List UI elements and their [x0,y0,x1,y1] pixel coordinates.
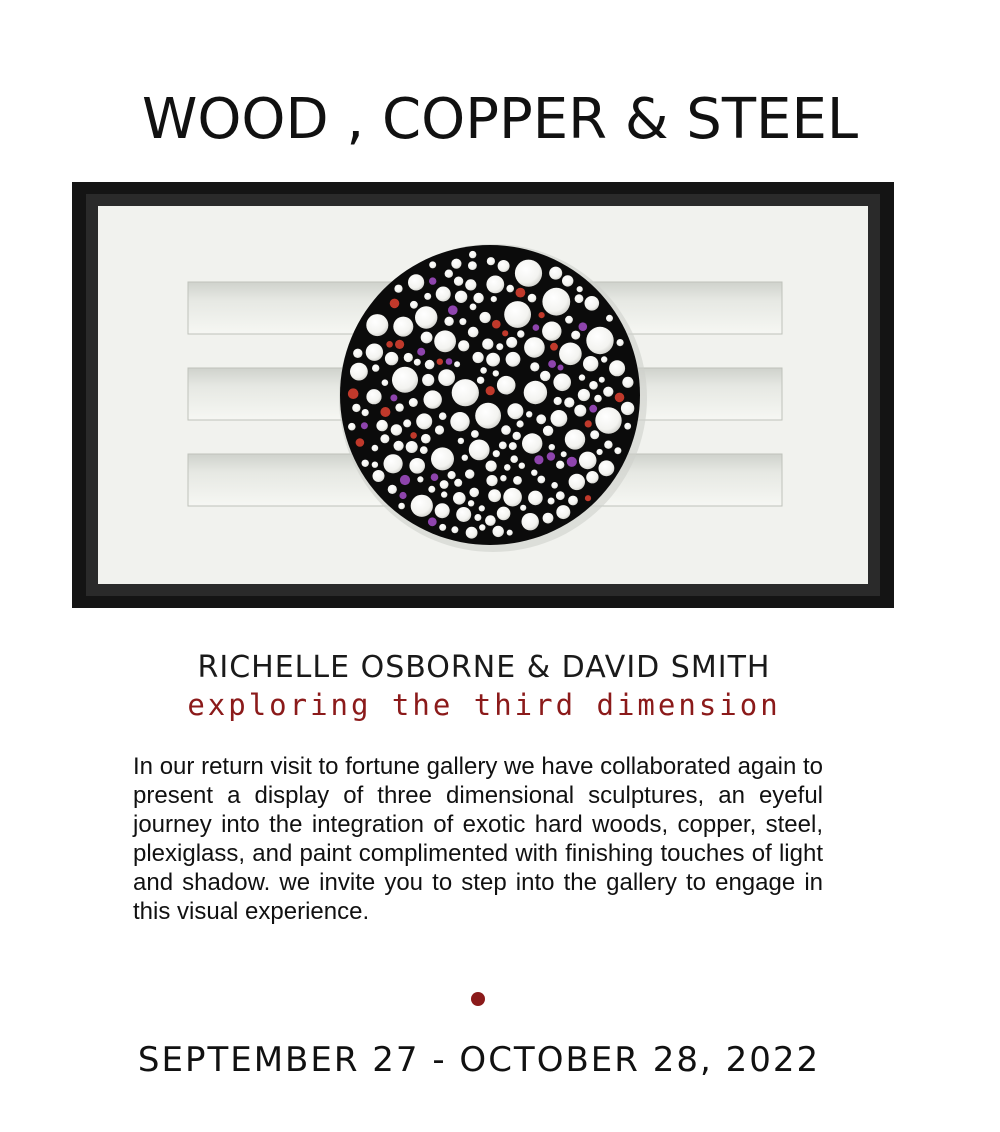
disc-dot [428,517,437,526]
disc-dot [469,488,479,498]
disc-dot [585,495,591,501]
disc-dot [515,260,542,287]
disc-dot [589,381,598,390]
disc-dot [473,293,483,303]
disc-dot [452,379,479,406]
disc-dot [408,274,424,290]
disc-dot [497,376,516,395]
disc-dot [390,394,397,401]
disc-dot [462,455,468,461]
disc-dot [469,440,490,461]
disc-dot [496,343,503,350]
disc-dot [530,362,539,371]
disc-dot [622,377,633,388]
disc-dot [416,413,432,429]
disc-dot [543,426,553,436]
disc-dot [390,299,400,309]
disc-dot [439,524,446,531]
disc-dot [410,301,418,309]
disc-dot [366,389,381,404]
disc-dot [556,505,570,519]
disc-dot [558,365,564,371]
disc-dot [373,470,385,482]
disc-dot [400,475,410,485]
disc-dot [595,407,621,433]
disc-dot [366,344,383,361]
disc-dot [380,407,390,417]
disc-dot [352,404,360,412]
disc-dot [556,491,565,500]
disc-dot [420,446,428,454]
disc-dot [537,476,545,484]
disc-dot [488,489,501,502]
disc-dot [456,507,471,522]
disc-dot [548,498,555,505]
disc-dot [487,257,495,265]
disc-dot [474,514,481,521]
disc-dot [583,356,598,371]
disc-dot [485,515,496,526]
disc-dot [431,473,439,481]
disc-dot [498,260,510,272]
disc-dot [480,367,487,374]
disc-dot [458,438,464,444]
disc-dot [574,405,586,417]
disc-dot [606,315,613,322]
disc-dot [507,403,523,419]
artist-names: RICHELLE OSBORNE & DAVID SMITH [197,650,771,685]
disc-dot [549,444,555,450]
disc-dot [503,488,522,507]
disc-dot [599,460,615,476]
disc-dot [421,434,431,444]
disc-dot [362,460,369,467]
disc-dot [520,505,526,511]
disc-dot [519,463,525,469]
disc-dot [617,339,624,346]
disc-dot [493,450,500,457]
disc-dot [435,425,444,434]
divider-dot [471,992,485,1006]
disc-dot [431,447,454,470]
disc-dot [477,377,484,384]
disc-dot [510,455,518,463]
disc-dot [376,420,387,431]
disc-dot [531,470,537,476]
disc-dot [361,422,368,429]
disc-dot [547,452,555,460]
disc-dot [492,320,501,329]
disc-dot [469,251,476,258]
disc-dot [564,397,574,407]
disc-dot [459,318,466,325]
disc-dot [414,359,421,366]
exhibition-title: WOOD , COPPER & STEEL [141,87,859,152]
disc-dot [509,442,517,450]
disc-dot [393,317,413,337]
disc-dot [421,332,433,344]
disc-dot [366,314,388,336]
disc-dot [579,452,597,470]
disc-dot [561,451,567,457]
disc-dot [513,432,521,440]
disc-dot [470,304,477,311]
disc-dot [597,449,603,455]
disc-dot [417,476,423,482]
disc-dot [497,507,511,521]
disc-dot [448,471,456,479]
disc-dot [517,330,524,337]
disc-dot [586,327,613,354]
disc-dot [506,337,517,348]
disc-dot [585,296,600,311]
disc-dot [437,359,443,365]
sculpture-photo [72,182,894,608]
exhibition-dates: SEPTEMBER 27 - OCTOBER 28, 2022 [137,1040,821,1080]
disc-dot [482,339,493,350]
disc-dot [422,374,434,386]
disc-dot [502,330,508,336]
disc-dot [504,464,511,471]
disc-dot [448,305,458,315]
disc-dot [604,441,612,449]
disc-dot [562,275,573,286]
disc-dot [577,286,583,292]
disc-dot [569,474,585,490]
disc-dot [425,360,435,370]
disc-dot [454,479,462,487]
disc-dot [615,393,625,403]
disc-dot [506,285,514,293]
disc-dot [542,322,561,341]
disc-dot [451,259,461,269]
disc-dot [609,360,625,376]
disc-dot [567,457,577,467]
disc-dot [471,430,479,438]
disc-dot [454,361,460,367]
disc-dot [453,492,466,505]
disc-dot [424,293,431,300]
disc-dot [439,412,447,420]
disc-dot [429,277,436,284]
disc-dot [438,369,455,386]
disc-dot [451,526,458,533]
disc-dot [513,476,522,485]
disc-dot [394,285,402,293]
artwork-image [72,182,894,608]
disc-dot [578,389,590,401]
disc-dot [386,341,393,348]
disc-dot [479,524,485,530]
disc-dot [516,288,526,298]
disc-dot [540,371,550,381]
disc-dot [429,261,436,268]
disc-dot [585,420,592,427]
disc-dot [399,492,406,499]
disc-dot [524,337,545,358]
disc-dot [504,301,531,328]
disc-dot [372,445,379,452]
disc-dot [395,340,404,349]
disc-dot [536,414,546,424]
disc-dot [353,349,362,358]
disc-dot [486,461,497,472]
disc-dot [506,352,521,367]
disc-dot [458,340,469,351]
disc-dot [554,397,562,405]
disc-dot [403,419,411,427]
disc-dot [411,495,433,517]
disc-dot [466,527,478,539]
disc-dot [565,429,585,449]
disc-dot [410,432,417,439]
disc-dot [380,434,389,443]
disc-dot [356,438,365,447]
disc-dot [556,461,564,469]
disc-dot [406,441,418,453]
disc-dot [435,503,450,518]
disc-dot [444,317,453,326]
disc-dot [417,348,425,356]
disc-dot [550,343,558,351]
disc-dot [441,491,447,497]
disc-dot [551,482,558,489]
disc-dot [624,423,631,430]
disc-dot [594,395,602,403]
disc-dot [486,276,504,294]
exhibition-subtitle: exploring the third dimension [187,688,781,722]
disc-dot [475,403,501,429]
disc-dot [391,424,402,435]
disc-dot [450,412,469,431]
disc-dot [385,352,398,365]
disc-dot [465,279,476,290]
disc-dot [468,500,474,506]
disc-dot [424,390,442,408]
disc-dot [372,462,378,468]
disc-dot [392,367,418,393]
disc-dot [446,358,453,365]
disc-dot [524,381,547,404]
disc-dot [499,442,507,450]
disc-dot [409,458,425,474]
disc-dot [500,475,506,481]
disc-dot [571,331,580,340]
disc-dot [614,447,621,454]
disc-dot [479,505,485,511]
disc-dot [586,471,598,483]
disc-dot [465,469,474,478]
disc-dot [440,480,449,489]
disc-dot [436,287,451,302]
disc-dot [603,387,613,397]
disc-dot [528,294,537,303]
disc-dot [599,377,605,383]
disc-dot [445,270,453,278]
disc-dot [501,425,511,435]
disc-dot [543,513,554,524]
disc-dot [491,296,497,302]
disc-dot [409,398,418,407]
disc-dot [398,503,405,510]
disc-dot [415,306,437,328]
disc-dot [549,267,562,280]
disc-dot [404,353,413,362]
disc-dot [486,475,497,486]
disc-dot [590,430,599,439]
disc-dot [480,312,491,323]
disc-dot [575,294,584,303]
disc-dot [388,485,397,494]
disc-dot [493,370,499,376]
disc-dot [493,526,504,537]
disc-dot [579,374,585,380]
disc-dot [473,352,484,363]
disc-dot [522,513,539,530]
disc-dot [434,330,456,352]
disc-dot [507,530,513,536]
disc-dot [394,441,404,451]
disc-dot [548,360,556,368]
disc-dot [551,410,568,427]
disc-dot [601,356,607,362]
disc-dot [468,327,479,338]
disc-dot [542,288,570,316]
disc-dot [539,312,545,318]
disc-dot [526,411,532,417]
disc-dot [348,423,356,431]
disc-dot [553,374,571,392]
disc-dot [533,324,540,331]
disc-dot [382,379,389,386]
disc-dot [348,388,359,399]
disc-dot [534,455,543,464]
disc-dot [362,409,369,416]
disc-dot [528,491,543,506]
disc-dot [621,402,634,415]
disc-dot [565,316,573,324]
disc-dot [568,496,578,506]
disc-dot [517,420,524,427]
disc-dot [455,291,467,303]
disc-dot [522,433,542,453]
disc-dot [384,454,403,473]
disc-dot [589,405,597,413]
disc-dot [350,363,368,381]
disc-dot [454,277,463,286]
disc-dot [486,353,500,367]
disc-dot [428,486,435,493]
disc-dot [559,343,582,366]
disc-dot [486,386,495,395]
disc-dot [468,261,477,270]
disc-dot [372,364,379,371]
disc-dot [579,322,588,331]
disc-dot [395,403,403,411]
exhibition-description: In our return visit to fortune gallery we have collaborated again to present a display of three dimensional sculptures, an eyeful journey into the integration of exotic hard woods, copper, steel, plexiglass, and paint complimented with finishing touches of light and shadow. we invite you to step into the gallery to engage in this visual experience. [133,753,823,925]
